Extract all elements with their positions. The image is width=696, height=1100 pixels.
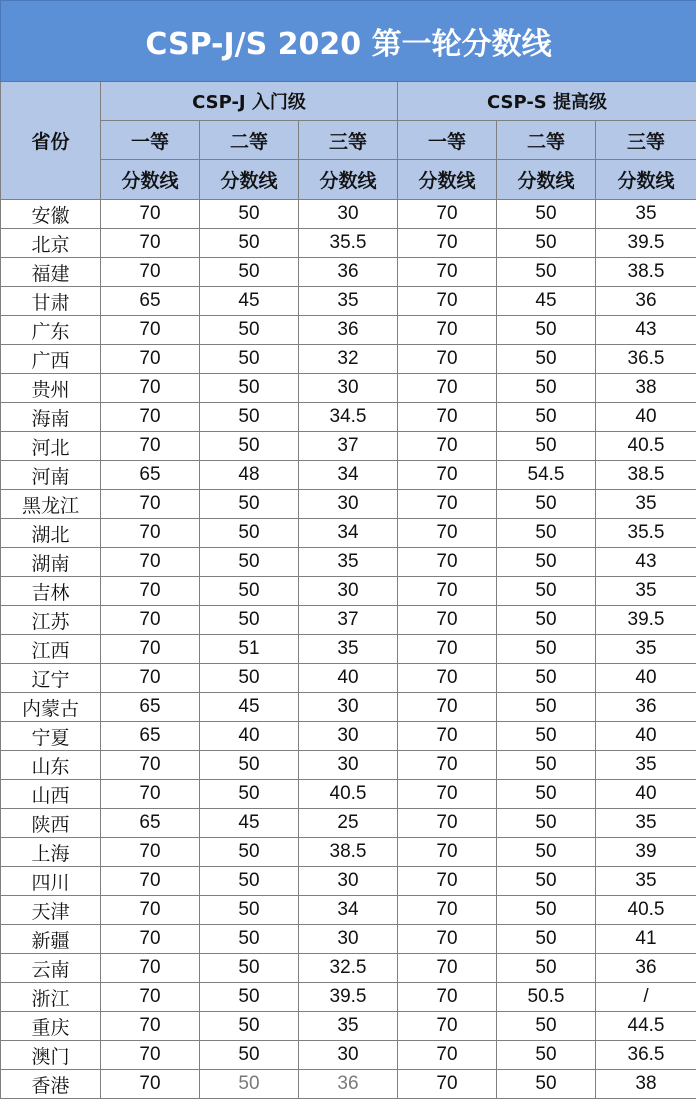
score-cell: 35 <box>596 635 696 664</box>
score-cell: 36.5 <box>596 345 696 374</box>
score-cell: 50 <box>497 867 596 896</box>
score-cell: 50 <box>497 316 596 345</box>
score-cell: 38.5 <box>596 461 696 490</box>
score-cell: 70 <box>101 374 200 403</box>
table-row <box>1 519 696 548</box>
score-cell: 70 <box>398 809 497 838</box>
score-cell: / <box>596 983 696 1012</box>
score-cell: 45 <box>200 287 299 316</box>
score-cell: 50 <box>200 838 299 867</box>
score-cell: 70 <box>398 345 497 374</box>
score-cell: 70 <box>398 374 497 403</box>
score-cell: 70 <box>101 954 200 983</box>
score-cell: 35 <box>299 1012 398 1041</box>
score-cell: 50 <box>497 374 596 403</box>
province-cell: 山东 <box>1 751 101 780</box>
score-cell: 45 <box>200 809 299 838</box>
table-row <box>1 693 696 722</box>
rank-header: 二等 <box>497 121 596 160</box>
score-cell: 70 <box>101 258 200 287</box>
table-row <box>1 490 696 519</box>
province-cell: 海南 <box>1 403 101 432</box>
score-cell: 70 <box>398 432 497 461</box>
score-cell: 70 <box>398 403 497 432</box>
table-row <box>1 1012 696 1041</box>
score-cell: 37 <box>299 606 398 635</box>
table-row <box>1 606 696 635</box>
score-cell: 65 <box>101 693 200 722</box>
score-cell: 36 <box>299 316 398 345</box>
group-header-row <box>1 82 696 121</box>
score-cell: 50 <box>497 432 596 461</box>
score-cell: 35 <box>596 200 696 229</box>
score-cell: 43 <box>596 548 696 577</box>
province-cell: 湖南 <box>1 548 101 577</box>
score-cell: 50 <box>200 200 299 229</box>
score-cell: 40.5 <box>299 780 398 809</box>
score-cell: 30 <box>299 577 398 606</box>
province-cell: 浙江 <box>1 983 101 1012</box>
score-cell: 70 <box>398 780 497 809</box>
rank-header: 一等 <box>398 121 497 160</box>
score-cell: 50 <box>200 258 299 287</box>
province-cell: 内蒙古 <box>1 693 101 722</box>
title-row <box>1 1 696 82</box>
table-row <box>1 722 696 751</box>
score-cell: 35.5 <box>596 519 696 548</box>
score-cell: 32.5 <box>299 954 398 983</box>
score-cell: 50 <box>497 925 596 954</box>
score-cell: 40 <box>299 664 398 693</box>
score-cell: 70 <box>398 896 497 925</box>
score-cell: 38.5 <box>596 258 696 287</box>
score-cell: 50 <box>200 229 299 258</box>
score-cell: 36.5 <box>596 1041 696 1070</box>
score-cell: 40.5 <box>596 896 696 925</box>
score-cell: 50 <box>497 606 596 635</box>
score-cell: 70 <box>398 722 497 751</box>
score-cell: 40 <box>596 403 696 432</box>
score-cell: 50 <box>200 519 299 548</box>
score-cell: 40 <box>596 780 696 809</box>
score-cell: 70 <box>398 693 497 722</box>
table-row <box>1 751 696 780</box>
score-cell: 30 <box>299 867 398 896</box>
score-cell: 70 <box>101 838 200 867</box>
score-cell: 50 <box>200 896 299 925</box>
score-cell: 41 <box>596 925 696 954</box>
score-line-header: 分数线 <box>299 160 398 200</box>
score-cell: 50.5 <box>497 983 596 1012</box>
score-line-header: 分数线 <box>398 160 497 200</box>
score-cell: 70 <box>398 548 497 577</box>
score-cell: 50 <box>200 867 299 896</box>
province-cell: 黑龙江 <box>1 490 101 519</box>
score-cell: 32 <box>299 345 398 374</box>
score-cell: 50 <box>497 519 596 548</box>
score-line-header: 分数线 <box>200 160 299 200</box>
score-cell: 50 <box>200 577 299 606</box>
score-cell: 50 <box>497 751 596 780</box>
score-cell: 70 <box>101 403 200 432</box>
score-cell: 70 <box>101 519 200 548</box>
score-cell: 70 <box>398 606 497 635</box>
score-cell: 50 <box>200 1041 299 1070</box>
score-cell: 70 <box>101 432 200 461</box>
score-cell: 35 <box>596 867 696 896</box>
score-cell: 35.5 <box>299 229 398 258</box>
province-cell: 重庆 <box>1 1012 101 1041</box>
province-cell: 河北 <box>1 432 101 461</box>
table-row <box>1 664 696 693</box>
score-cell: 50 <box>497 403 596 432</box>
score-cell: 70 <box>101 490 200 519</box>
rank-header: 一等 <box>101 121 200 160</box>
score-line-header: 分数线 <box>101 160 200 200</box>
table-row <box>1 287 696 316</box>
score-cell: 70 <box>101 200 200 229</box>
score-cell: 50 <box>497 1041 596 1070</box>
score-cell: 50 <box>200 345 299 374</box>
score-cell: 70 <box>101 1012 200 1041</box>
score-cell: 50 <box>497 229 596 258</box>
table-row <box>1 345 696 374</box>
province-cell: 辽宁 <box>1 664 101 693</box>
score-cell: 70 <box>101 1041 200 1070</box>
score-cell: 30 <box>299 374 398 403</box>
score-cell: 70 <box>398 954 497 983</box>
score-cell: 50 <box>200 925 299 954</box>
table-row <box>1 896 696 925</box>
score-cell: 50 <box>200 1070 299 1099</box>
score-cell: 35 <box>596 751 696 780</box>
score-cell: 39.5 <box>596 606 696 635</box>
score-cell: 50 <box>497 780 596 809</box>
score-cell: 70 <box>398 1070 497 1099</box>
score-cell: 70 <box>101 867 200 896</box>
score-cell: 40.5 <box>596 432 696 461</box>
score-cell: 30 <box>299 751 398 780</box>
score-cell: 50 <box>200 490 299 519</box>
score-line-header: 分数线 <box>497 160 596 200</box>
score-cell: 70 <box>101 345 200 374</box>
score-cell: 30 <box>299 925 398 954</box>
score-cell: 70 <box>398 867 497 896</box>
score-cell: 70 <box>398 316 497 345</box>
table-row <box>1 1041 696 1070</box>
rank-header: 三等 <box>596 121 696 160</box>
score-cell: 70 <box>101 577 200 606</box>
score-cell: 65 <box>101 461 200 490</box>
score-cell: 25 <box>299 809 398 838</box>
score-cell: 48 <box>200 461 299 490</box>
score-cell: 65 <box>101 287 200 316</box>
score-cell: 50 <box>497 1012 596 1041</box>
csp-s-group-header: CSP-S 提高级 <box>398 82 696 121</box>
score-cell: 40 <box>200 722 299 751</box>
score-cell: 65 <box>101 809 200 838</box>
table-row <box>1 983 696 1012</box>
score-cell: 50 <box>497 664 596 693</box>
table-row <box>1 374 696 403</box>
score-cell: 50 <box>497 577 596 606</box>
province-cell: 天津 <box>1 896 101 925</box>
score-cell: 70 <box>398 838 497 867</box>
rank-header-row <box>1 121 696 160</box>
province-cell: 陕西 <box>1 809 101 838</box>
score-cell: 70 <box>101 316 200 345</box>
score-cell: 39.5 <box>596 229 696 258</box>
score-cell: 70 <box>398 229 497 258</box>
score-cell: 70 <box>101 925 200 954</box>
province-cell: 北京 <box>1 229 101 258</box>
table-row <box>1 809 696 838</box>
province-cell: 广西 <box>1 345 101 374</box>
score-cell: 50 <box>497 258 596 287</box>
score-cell: 70 <box>398 983 497 1012</box>
province-cell: 江西 <box>1 635 101 664</box>
table-row <box>1 258 696 287</box>
score-cell: 70 <box>101 751 200 780</box>
table-row <box>1 954 696 983</box>
score-cell: 70 <box>101 780 200 809</box>
table-row <box>1 1070 696 1099</box>
score-cell: 70 <box>101 548 200 577</box>
score-cell: 38.5 <box>299 838 398 867</box>
score-cell: 34 <box>299 896 398 925</box>
province-cell: 安徽 <box>1 200 101 229</box>
province-cell: 澳门 <box>1 1041 101 1070</box>
score-cell: 50 <box>497 635 596 664</box>
table-row <box>1 635 696 664</box>
score-cell: 44.5 <box>596 1012 696 1041</box>
score-cell: 50 <box>497 896 596 925</box>
score-cell: 70 <box>398 519 497 548</box>
score-cell: 50 <box>200 606 299 635</box>
score-cell: 50 <box>200 548 299 577</box>
score-cell: 35 <box>596 490 696 519</box>
table-row <box>1 200 696 229</box>
score-cell: 35 <box>596 577 696 606</box>
score-cell: 36 <box>596 693 696 722</box>
score-cell: 50 <box>497 200 596 229</box>
score-cell: 70 <box>398 925 497 954</box>
score-cell: 36 <box>596 954 696 983</box>
score-cell: 70 <box>398 258 497 287</box>
table-row <box>1 461 696 490</box>
score-cell: 51 <box>200 635 299 664</box>
score-cell: 39.5 <box>299 983 398 1012</box>
table-row <box>1 403 696 432</box>
score-cell: 70 <box>101 606 200 635</box>
table-row <box>1 548 696 577</box>
score-cell: 50 <box>497 722 596 751</box>
score-cell: 70 <box>101 1070 200 1099</box>
score-cell: 70 <box>398 635 497 664</box>
score-cell: 70 <box>398 1041 497 1070</box>
score-cell: 70 <box>398 664 497 693</box>
table-body <box>1 200 696 1099</box>
score-cell: 70 <box>398 461 497 490</box>
score-cell: 50 <box>497 693 596 722</box>
score-cell: 70 <box>398 577 497 606</box>
score-cell: 50 <box>200 780 299 809</box>
score-cell: 50 <box>200 316 299 345</box>
score-cell: 50 <box>200 664 299 693</box>
province-cell: 宁夏 <box>1 722 101 751</box>
score-cell: 30 <box>299 1041 398 1070</box>
table-title: CSP-J/S 2020 第一轮分数线 <box>1 1 696 82</box>
score-cell: 30 <box>299 490 398 519</box>
score-cell: 65 <box>101 722 200 751</box>
province-cell: 四川 <box>1 867 101 896</box>
score-cell: 70 <box>398 490 497 519</box>
score-cell: 70 <box>101 983 200 1012</box>
score-cell: 70 <box>398 287 497 316</box>
table-row <box>1 838 696 867</box>
csp-j-group-header: CSP-J 入门级 <box>101 82 398 121</box>
score-cell: 30 <box>299 200 398 229</box>
score-cell: 35 <box>299 287 398 316</box>
score-cell: 70 <box>398 1012 497 1041</box>
score-cell: 38 <box>596 374 696 403</box>
province-cell: 贵州 <box>1 374 101 403</box>
score-cell: 50 <box>497 490 596 519</box>
table-row <box>1 925 696 954</box>
province-cell: 上海 <box>1 838 101 867</box>
province-cell: 香港 <box>1 1070 101 1099</box>
score-cell: 50 <box>497 345 596 374</box>
score-cell: 70 <box>398 200 497 229</box>
province-cell: 山西 <box>1 780 101 809</box>
table-row <box>1 229 696 258</box>
sub-header-row <box>1 160 696 200</box>
score-cell: 37 <box>299 432 398 461</box>
table-row <box>1 577 696 606</box>
score-cell: 50 <box>200 403 299 432</box>
score-cell: 36 <box>596 287 696 316</box>
score-cell: 50 <box>200 954 299 983</box>
table-row <box>1 432 696 461</box>
score-cell: 54.5 <box>497 461 596 490</box>
province-cell: 新疆 <box>1 925 101 954</box>
table-row <box>1 867 696 896</box>
score-cell: 35 <box>299 635 398 664</box>
table-row <box>1 780 696 809</box>
score-cell: 50 <box>497 838 596 867</box>
score-cell: 70 <box>101 229 200 258</box>
province-cell: 江苏 <box>1 606 101 635</box>
province-cell: 广东 <box>1 316 101 345</box>
score-cell: 35 <box>299 548 398 577</box>
score-cell: 50 <box>497 548 596 577</box>
province-cell: 甘肃 <box>1 287 101 316</box>
score-cell: 45 <box>200 693 299 722</box>
score-cell: 30 <box>299 693 398 722</box>
score-cell: 50 <box>200 983 299 1012</box>
province-cell: 云南 <box>1 954 101 983</box>
score-cell: 70 <box>398 751 497 780</box>
score-line-header: 分数线 <box>596 160 696 200</box>
province-cell: 河南 <box>1 461 101 490</box>
table-row <box>1 316 696 345</box>
score-cell: 50 <box>497 954 596 983</box>
score-cell: 39 <box>596 838 696 867</box>
score-cell: 36 <box>299 258 398 287</box>
score-cell: 50 <box>497 1070 596 1099</box>
rank-header: 二等 <box>200 121 299 160</box>
score-cell: 34 <box>299 461 398 490</box>
score-cell: 30 <box>299 722 398 751</box>
score-cell: 50 <box>200 751 299 780</box>
score-cell: 50 <box>497 809 596 838</box>
score-cell: 35 <box>596 809 696 838</box>
province-cell: 湖北 <box>1 519 101 548</box>
province-cell: 福建 <box>1 258 101 287</box>
rank-header: 三等 <box>299 121 398 160</box>
score-cell: 43 <box>596 316 696 345</box>
score-cell: 70 <box>101 896 200 925</box>
score-cell: 50 <box>200 374 299 403</box>
score-cell: 34 <box>299 519 398 548</box>
score-cell: 70 <box>101 635 200 664</box>
score-cell: 36 <box>299 1070 398 1099</box>
score-cell: 40 <box>596 664 696 693</box>
province-header: 省份 <box>1 82 101 200</box>
score-cell: 45 <box>497 287 596 316</box>
score-cell: 50 <box>200 1012 299 1041</box>
province-cell: 吉林 <box>1 577 101 606</box>
score-cell: 38 <box>596 1070 696 1099</box>
score-cell: 40 <box>596 722 696 751</box>
score-cell: 50 <box>200 432 299 461</box>
score-cell: 34.5 <box>299 403 398 432</box>
score-cell: 70 <box>101 664 200 693</box>
